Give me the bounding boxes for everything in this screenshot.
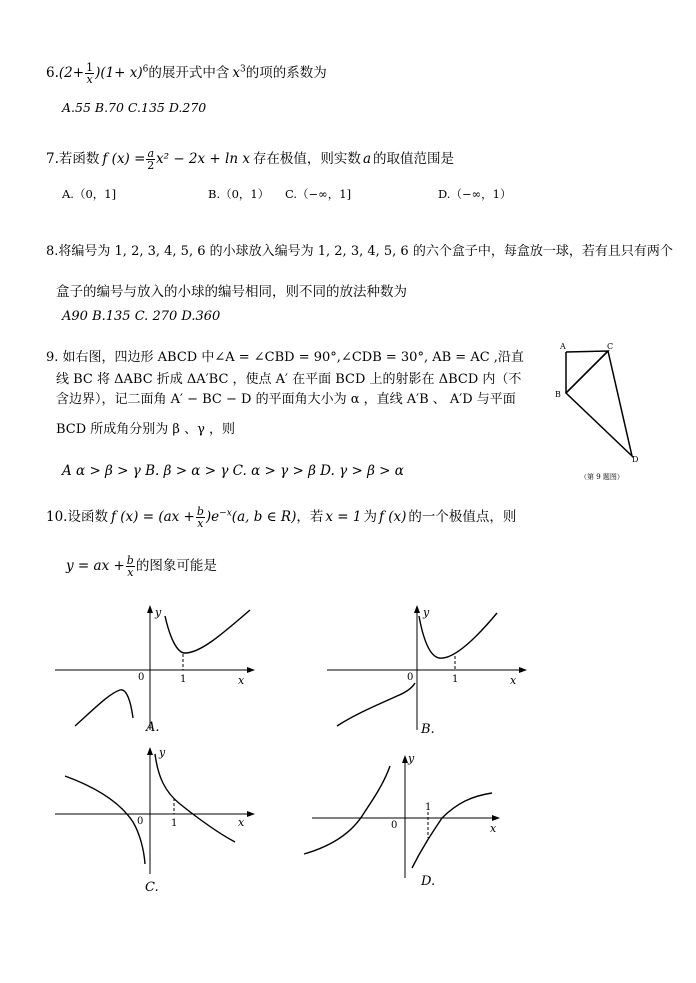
q9-label-a: A [560,342,566,351]
q9-line4: BCD 所成角分别为 β 、γ ，则 [56,422,235,437]
q7-text2: 的取值范围是 [373,151,454,167]
graph-b [327,598,537,738]
q6-text2: 的项的系数为 [245,65,327,81]
graph-c-tick: 1 [171,818,178,829]
q8-line2: 盒子的编号与放入的小球的编号相同，则不同的放法种数为 [56,284,407,300]
q9-line2: 线 BC 将 ΔABC 折成 ΔA′BC ，使点 A′ 在平面 BCD 上的射影在 ΔBCD 内（不 [56,372,522,387]
q7-frac-den: 2 [147,159,155,172]
graph-b-curve-right [419,613,497,658]
graph-a-x-label: x [238,674,245,687]
q6-fraction [85,62,94,85]
q9-label-d: D [632,455,639,464]
q7-number: 7.若函数 [46,151,100,167]
question-7 [46,148,454,171]
q8-line1: 8.将编号为 1, 2, 3, 4, 5, 6 的小球放入编号为 1, 2, 3, 4, 5, 6 的六个盒子中，每盒放一球，若有且只有两个 [46,244,673,259]
q9-label-c: C [607,342,614,351]
q10-cond2: x = 1 [325,509,362,525]
q10-number: 10.设函数 [46,509,108,525]
q10-line2-fraction [126,555,135,578]
q6-exp3: 3 [240,64,246,75]
graph-a-curve-left [75,690,133,726]
graph-a-origin: 0 [138,672,145,683]
q7-option-b: B.（0，1） [208,187,270,201]
graph-d-curve-right [412,793,492,868]
q10-fraction [196,506,205,529]
q10-frac-den: x [197,517,204,530]
q6-text: 的展开式中含 [148,65,230,81]
graph-c-y-label: y [159,746,166,759]
q9-options: A α > β > γ B. β > α > γ C. α > γ > β D. γ > β > α [62,463,404,479]
q10-exp: −x [219,508,232,519]
q9-figure-diagonal [566,351,608,393]
graph-c-curve-left [65,776,145,864]
graph-c-x-label: x [238,816,245,829]
graph-d-x-label: x [490,822,497,835]
q7-text: 存在极值，则实数 [252,151,361,167]
graph-a-y-label: y [155,606,162,619]
q10-line2-text: 的图象可能是 [135,558,217,574]
graph-c-y-arrow [147,747,153,755]
graph-a [55,598,265,738]
graph-a-x-arrow [247,667,255,673]
graph-d-origin: 0 [391,820,398,831]
q7-alpha: a [362,151,371,167]
q10-rest: )e [205,509,220,525]
q9-line1: 9. 如右图，四边形 ABCD 中∠A = ∠CBD = 90°,∠CDB = 30°, AB = AC ,沿直 [46,350,524,365]
q9-figure-quadrilateral [566,351,632,456]
q10-line2-num: b [126,554,134,567]
graph-b-y-arrow [414,605,420,613]
q6-exp6: 6 [142,64,149,75]
graph-c-origin: 0 [137,816,144,827]
question-6 [46,62,327,85]
q10-cond: (a, b ∈ R) [231,509,297,525]
q7-frac-num: a [147,147,154,160]
graph-a-label: A. [146,720,160,735]
graph-c-curve-right [155,754,235,842]
graph-d-y-label: y [408,752,415,765]
graph-b-x-arrow [519,667,527,673]
q6-frac-den: x [86,73,93,86]
q10-text2: 为 [363,509,377,525]
graph-a-curve-right [165,610,250,653]
q8-options: A90 B.135 C. 270 D.360 [62,309,221,324]
q9-label-b: B [555,390,561,399]
graph-b-origin: 0 [407,672,414,683]
q7-fraction [146,148,155,171]
question-10 [46,506,516,529]
q6-number: 6. [46,65,59,81]
graph-b-tick: 1 [452,674,459,685]
graph-b-x-label: x [510,674,517,687]
graph-d-tick: 1 [425,802,432,813]
graph-b-label: B. [421,722,435,737]
q6-expr-post: )(1+ x) [95,65,143,81]
q10-line2 [66,555,217,578]
q10-fx2: f (x) [378,509,407,525]
graph-a-y-arrow [147,605,153,613]
graph-d-curve-left [304,766,390,854]
q7-rest: x² − 2x + ln x [156,151,250,167]
graph-c-x-arrow [247,811,255,817]
q7-option-a: A.（0，1] [62,187,117,201]
q9-line3: 含边界），记二面角 A′ − BC − D 的平面角大小为 α ，直线 A′B 、 A′D 与平面 [56,392,516,407]
graph-b-curve-left [337,683,415,726]
q10-fx: f (x) = (ax + [110,509,195,525]
q9-caption: （第 9 题图） [580,473,624,481]
q10-line2-den: x [127,566,134,579]
q10-text: ，若 [296,509,324,525]
q9-figure [552,338,652,488]
graph-b-y-label: y [423,606,430,619]
q7-option-c: C.（−∞，1] [285,187,352,201]
graph-c [55,742,265,882]
q7-fx: f (x) = [102,151,146,167]
graph-d [302,748,512,888]
q10-frac-num: b [196,505,204,518]
graph-d-label: D. [421,874,436,889]
q6-frac-num: 1 [86,61,94,74]
graph-d-x-arrow [492,815,500,821]
q10-text3: 的一个极值点，则 [408,509,517,525]
q6-expr-pre: (2+ [58,65,85,81]
graph-c-label: C. [145,880,159,895]
graph-a-tick: 1 [180,674,187,685]
q7-option-d: D.（−∞，1） [438,187,512,201]
q6-var: x [232,65,241,81]
q6-options: A.55 B.70 C.135 D.270 [62,100,207,115]
q10-line2-pre: y = ax + [66,558,125,574]
